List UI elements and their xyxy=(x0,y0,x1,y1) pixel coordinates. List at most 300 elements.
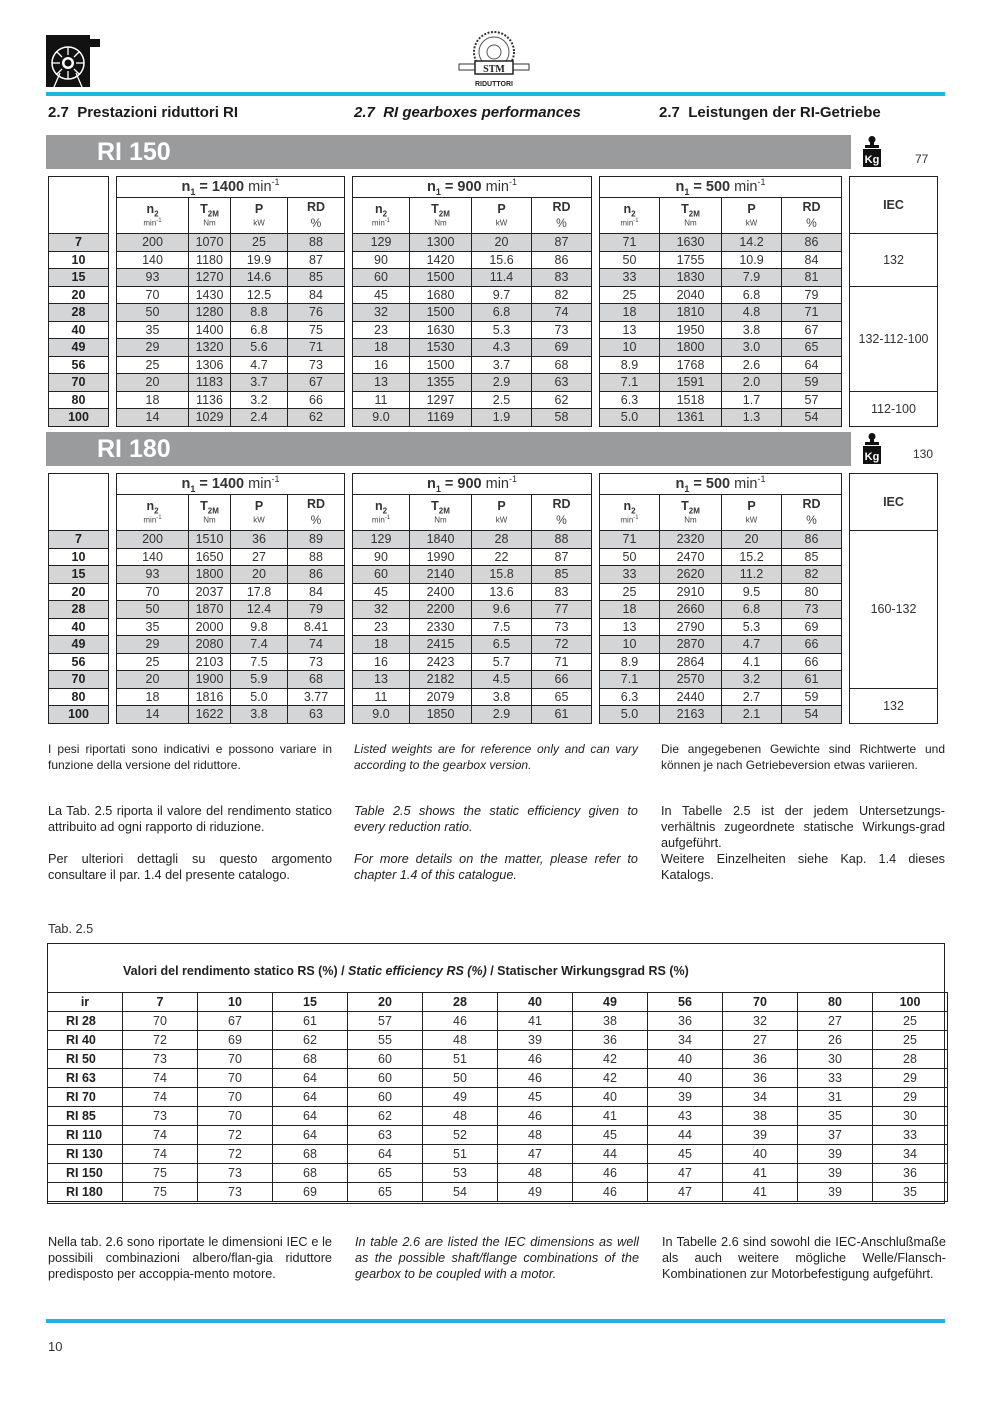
iec-cell: 160-132 xyxy=(850,531,938,689)
column-gap xyxy=(592,339,600,357)
value-cell: 9.5 xyxy=(722,583,782,601)
column-gap xyxy=(592,566,600,584)
model-name-cell: RI 85 xyxy=(48,1107,123,1126)
column-header: P kW xyxy=(722,495,782,531)
column-gap xyxy=(842,688,850,706)
column-gap xyxy=(109,321,117,339)
column-gap xyxy=(109,653,117,671)
value-cell: 80 xyxy=(782,583,842,601)
table-row xyxy=(49,304,938,322)
value-cell: 3.77 xyxy=(288,688,345,706)
column-gap xyxy=(345,304,353,322)
value-cell: 2320 xyxy=(660,531,722,549)
ratio-header: 7 xyxy=(123,993,198,1012)
value-cell: 62 xyxy=(288,409,345,427)
value-cell: 1990 xyxy=(410,548,472,566)
value-cell: 12.5 xyxy=(231,286,288,304)
column-gap xyxy=(345,601,353,619)
value-cell: 5.0 xyxy=(600,706,660,724)
input-speed-header: $n_1 = 900$ $\min^{-1}$ xyxy=(353,177,592,198)
ratio-header: 40 xyxy=(498,993,573,1012)
table-row xyxy=(48,1069,948,1088)
logo-stm-text: STM xyxy=(483,64,505,75)
column-gap xyxy=(842,566,850,584)
value-cell: 7.5 xyxy=(231,653,288,671)
value-cell: 1306 xyxy=(189,356,231,374)
efficiency-cell: 39 xyxy=(498,1031,573,1050)
efficiency-cell: 39 xyxy=(723,1126,798,1145)
value-cell: 1850 xyxy=(410,706,472,724)
column-gap xyxy=(109,234,117,252)
value-cell: 5.0 xyxy=(600,409,660,427)
value-cell: 73 xyxy=(532,618,592,636)
table-row xyxy=(48,1012,948,1031)
note-weights-en: Listed weights are for reference only and can vary according to the gearbox version. xyxy=(354,742,638,772)
efficiency-cell: 55 xyxy=(348,1031,423,1050)
efficiency-cell: 47 xyxy=(498,1145,573,1164)
table-row xyxy=(49,601,938,619)
value-cell: 3.7 xyxy=(231,374,288,392)
value-cell: 5.3 xyxy=(472,321,532,339)
ratio-cell: 10 xyxy=(49,251,109,269)
value-cell: 66 xyxy=(782,636,842,654)
value-cell: 83 xyxy=(532,269,592,287)
efficiency-cell: 64 xyxy=(273,1126,348,1145)
efficiency-cell: 42 xyxy=(573,1069,648,1088)
value-cell: 5.3 xyxy=(722,618,782,636)
table-row xyxy=(49,531,938,549)
value-cell: 2870 xyxy=(660,636,722,654)
value-cell: 1355 xyxy=(410,374,472,392)
column-header: $T_{2M}$ Nm xyxy=(189,198,231,234)
value-cell: 45 xyxy=(353,583,410,601)
iec-header: IEC xyxy=(850,177,938,234)
column-gap xyxy=(592,304,600,322)
value-cell: 18 xyxy=(117,688,189,706)
value-cell: 1136 xyxy=(189,391,231,409)
value-cell: 6.8 xyxy=(722,601,782,619)
value-cell: 20 xyxy=(117,374,189,392)
value-cell: 64 xyxy=(782,356,842,374)
efficiency-table-title: Valori del rendimento statico RS (%) / Static efficiency RS (%) / Statischer Wirkungsgrad RS (%) xyxy=(123,964,689,978)
value-cell: 66 xyxy=(288,391,345,409)
note-details-de: Weitere Einzelheiten siehe Kap. 1.4 dieses Katalogs. xyxy=(661,852,945,882)
value-cell: 20 xyxy=(117,671,189,689)
column-gap xyxy=(592,601,600,619)
value-cell: 6.8 xyxy=(472,304,532,322)
value-cell: 13.6 xyxy=(472,583,532,601)
value-cell: 1830 xyxy=(660,269,722,287)
column-header: P kW xyxy=(472,198,532,234)
section-title-en: 2.7 RI gearboxes performances xyxy=(354,104,581,121)
value-cell: 1400 xyxy=(189,321,231,339)
column-header: $T_{2M}$ Nm xyxy=(410,198,472,234)
model-name-cell: RI 50 xyxy=(48,1050,123,1069)
value-cell: 18 xyxy=(117,391,189,409)
value-cell: 5.7 xyxy=(472,653,532,671)
value-cell: 32 xyxy=(353,304,410,322)
efficiency-cell: 57 xyxy=(348,1012,423,1031)
note-details-en: For more details on the matter, please refer to chapter 1.4 of this catalogue. xyxy=(354,852,638,882)
value-cell: 15.6 xyxy=(472,251,532,269)
value-cell: 1768 xyxy=(660,356,722,374)
value-cell: 2415 xyxy=(410,636,472,654)
efficiency-cell: 61 xyxy=(273,1012,348,1031)
efficiency-cell: 29 xyxy=(873,1069,948,1088)
efficiency-cell: 27 xyxy=(798,1012,873,1031)
efficiency-cell: 41 xyxy=(498,1012,573,1031)
value-cell: 7.9 xyxy=(722,269,782,287)
table-row xyxy=(49,269,938,287)
efficiency-cell: 40 xyxy=(648,1050,723,1069)
value-cell: 82 xyxy=(782,566,842,584)
efficiency-cell: 46 xyxy=(423,1012,498,1031)
value-cell: 73 xyxy=(782,601,842,619)
column-gap xyxy=(345,177,353,234)
value-cell: 3.7 xyxy=(472,356,532,374)
value-cell: 73 xyxy=(288,653,345,671)
value-cell: 70 xyxy=(117,583,189,601)
value-cell: 3.0 xyxy=(722,339,782,357)
value-cell: 9.0 xyxy=(353,706,410,724)
weight-value: 77 xyxy=(915,152,929,166)
efficiency-cell: 38 xyxy=(723,1107,798,1126)
table-row xyxy=(48,1145,948,1164)
table-row xyxy=(49,671,938,689)
table-row xyxy=(48,1183,948,1202)
column-header-row xyxy=(49,198,938,234)
value-cell: 1270 xyxy=(189,269,231,287)
value-cell: 2079 xyxy=(410,688,472,706)
value-cell: 76 xyxy=(288,304,345,322)
value-cell: 87 xyxy=(288,251,345,269)
value-cell: 66 xyxy=(782,653,842,671)
efficiency-cell: 36 xyxy=(648,1012,723,1031)
column-header: RD % xyxy=(288,495,345,531)
column-header: $T_{2M}$ Nm xyxy=(410,495,472,531)
column-gap xyxy=(109,409,117,427)
column-gap xyxy=(592,251,600,269)
table-row xyxy=(49,391,938,409)
note-details-it: Per ulteriori dettagli su questo argomento consultare il par. 1.4 del presente catalogo. xyxy=(48,852,332,882)
value-cell: 1070 xyxy=(189,234,231,252)
column-gap xyxy=(109,339,117,357)
column-gap xyxy=(592,671,600,689)
value-cell: 2040 xyxy=(660,286,722,304)
value-cell: 23 xyxy=(353,321,410,339)
value-cell: 15.2 xyxy=(722,548,782,566)
column-gap xyxy=(109,583,117,601)
value-cell: 84 xyxy=(782,251,842,269)
efficiency-cell: 41 xyxy=(573,1107,648,1126)
value-cell: 50 xyxy=(600,548,660,566)
value-cell: 200 xyxy=(117,531,189,549)
value-cell: 7.1 xyxy=(600,671,660,689)
value-cell: 6.8 xyxy=(231,321,288,339)
efficiency-cell: 40 xyxy=(573,1088,648,1107)
value-cell: 1630 xyxy=(660,234,722,252)
ratio-cell: 15 xyxy=(49,566,109,584)
column-gap xyxy=(109,688,117,706)
value-cell: 1500 xyxy=(410,356,472,374)
column-header-row xyxy=(49,495,938,531)
iec-cell: 132 xyxy=(850,234,938,287)
ratio-header: 80 xyxy=(798,993,873,1012)
efficiency-header-row xyxy=(48,993,948,1012)
efficiency-cell: 42 xyxy=(573,1050,648,1069)
efficiency-cell: 34 xyxy=(648,1031,723,1050)
efficiency-cell: 44 xyxy=(573,1145,648,1164)
value-cell: 2.1 xyxy=(722,706,782,724)
efficiency-cell: 73 xyxy=(198,1183,273,1202)
column-gap xyxy=(109,601,117,619)
value-cell: 25 xyxy=(600,583,660,601)
value-cell: 87 xyxy=(532,548,592,566)
table-row xyxy=(48,1164,948,1183)
value-cell: 13 xyxy=(353,374,410,392)
value-cell: 93 xyxy=(117,269,189,287)
efficiency-cell: 33 xyxy=(873,1126,948,1145)
efficiency-cell: 72 xyxy=(123,1031,198,1050)
ratio-header: 70 xyxy=(723,993,798,1012)
value-cell: 2.7 xyxy=(722,688,782,706)
column-header: $T_{2M}$ Nm xyxy=(660,495,722,531)
efficiency-cell: 74 xyxy=(123,1088,198,1107)
value-cell: 71 xyxy=(288,339,345,357)
efficiency-cell: 70 xyxy=(198,1107,273,1126)
value-cell: 1630 xyxy=(410,321,472,339)
value-cell: 3.8 xyxy=(722,321,782,339)
column-gap xyxy=(345,391,353,409)
table-row xyxy=(49,251,938,269)
column-gap xyxy=(592,321,600,339)
column-gap xyxy=(345,706,353,724)
efficiency-cell: 64 xyxy=(273,1088,348,1107)
column-gap xyxy=(345,269,353,287)
model-banner-ri150: RI 150 xyxy=(46,135,851,169)
ratio-cell: 56 xyxy=(49,356,109,374)
value-cell: 2140 xyxy=(410,566,472,584)
efficiency-cell: 25 xyxy=(873,1012,948,1031)
value-cell: 89 xyxy=(288,531,345,549)
iec-cell: 112-100 xyxy=(850,391,938,426)
value-cell: 4.8 xyxy=(722,304,782,322)
ratio-cell: 28 xyxy=(49,601,109,619)
column-header: P kW xyxy=(722,198,782,234)
efficiency-cell: 69 xyxy=(198,1031,273,1050)
efficiency-cell: 70 xyxy=(123,1012,198,1031)
value-cell: 22 xyxy=(472,548,532,566)
value-cell: 88 xyxy=(288,234,345,252)
table-row xyxy=(49,653,938,671)
column-gap xyxy=(345,653,353,671)
column-gap xyxy=(842,286,850,304)
column-gap xyxy=(842,356,850,374)
table-row xyxy=(49,286,938,304)
column-gap xyxy=(842,671,850,689)
column-gap xyxy=(842,339,850,357)
value-cell: 66 xyxy=(532,671,592,689)
efficiency-cell: 73 xyxy=(123,1050,198,1069)
value-cell: 1430 xyxy=(189,286,231,304)
efficiency-cell: 26 xyxy=(798,1031,873,1050)
value-cell: 6.3 xyxy=(600,688,660,706)
value-cell: 11.4 xyxy=(472,269,532,287)
value-cell: 1029 xyxy=(189,409,231,427)
efficiency-cell: 68 xyxy=(273,1050,348,1069)
value-cell: 3.2 xyxy=(722,671,782,689)
ratio-header: 100 xyxy=(873,993,948,1012)
efficiency-cell: 64 xyxy=(273,1107,348,1126)
value-cell: 1591 xyxy=(660,374,722,392)
value-cell: 25 xyxy=(600,286,660,304)
efficiency-cell: 49 xyxy=(498,1183,573,1202)
section-title-it: 2.7 Prestazioni riduttori RI xyxy=(48,104,239,121)
efficiency-cell: 46 xyxy=(498,1107,573,1126)
efficiency-cell: 51 xyxy=(423,1145,498,1164)
value-cell: 84 xyxy=(288,286,345,304)
value-cell: 20 xyxy=(231,566,288,584)
value-cell: 2330 xyxy=(410,618,472,636)
note-iec-en: In table 2.6 are listed the IEC dimensions as well as the possible shaft/flange combinations of the gearbox to be coupled with a motor. xyxy=(355,1235,639,1281)
column-gap xyxy=(842,653,850,671)
column-gap xyxy=(345,531,353,549)
efficiency-cell: 65 xyxy=(348,1183,423,1202)
model-name-cell: RI 63 xyxy=(48,1069,123,1088)
value-cell: 14 xyxy=(117,706,189,724)
corner-header: ir xyxy=(48,993,123,1012)
value-cell: 86 xyxy=(532,251,592,269)
model-name-cell: RI 130 xyxy=(48,1145,123,1164)
column-gap xyxy=(345,339,353,357)
efficiency-cell: 46 xyxy=(573,1164,648,1183)
column-header: $n_2$ $\min^{-1}$ xyxy=(117,198,189,234)
value-cell: 14 xyxy=(117,409,189,427)
value-cell: 3.8 xyxy=(231,706,288,724)
value-cell: 65 xyxy=(532,688,592,706)
value-cell: 1297 xyxy=(410,391,472,409)
column-gap xyxy=(592,286,600,304)
efficiency-cell: 41 xyxy=(723,1164,798,1183)
efficiency-cell: 64 xyxy=(348,1145,423,1164)
value-cell: 4.7 xyxy=(722,636,782,654)
efficiency-cell: 74 xyxy=(123,1069,198,1088)
value-cell: 12.4 xyxy=(231,601,288,619)
value-cell: 63 xyxy=(532,374,592,392)
column-gap xyxy=(345,474,353,531)
column-gap xyxy=(592,409,600,427)
efficiency-cell: 72 xyxy=(198,1126,273,1145)
value-cell: 68 xyxy=(532,356,592,374)
value-cell: 8.8 xyxy=(231,304,288,322)
efficiency-cell: 39 xyxy=(798,1183,873,1202)
efficiency-table-box xyxy=(47,943,945,1204)
speed-header-row xyxy=(49,177,938,198)
ratio-header: 49 xyxy=(573,993,648,1012)
value-cell: 69 xyxy=(782,618,842,636)
efficiency-cell: 39 xyxy=(798,1145,873,1164)
ratio-cell: 70 xyxy=(49,671,109,689)
efficiency-cell: 52 xyxy=(423,1126,498,1145)
efficiency-cell: 43 xyxy=(648,1107,723,1126)
column-gap xyxy=(109,548,117,566)
value-cell: 57 xyxy=(782,391,842,409)
table-row xyxy=(49,706,938,724)
column-header: $n_2$ $\min^{-1}$ xyxy=(600,495,660,531)
value-cell: 74 xyxy=(288,636,345,654)
efficiency-cell: 69 xyxy=(273,1183,348,1202)
value-cell: 86 xyxy=(782,234,842,252)
gearbox-logo-icon xyxy=(46,33,104,88)
value-cell: 59 xyxy=(782,374,842,392)
value-cell: 16 xyxy=(353,356,410,374)
value-cell: 61 xyxy=(782,671,842,689)
value-cell: 1870 xyxy=(189,601,231,619)
value-cell: 25 xyxy=(117,356,189,374)
value-cell: 1950 xyxy=(660,321,722,339)
column-gap xyxy=(842,636,850,654)
value-cell: 18 xyxy=(353,636,410,654)
value-cell: 7.5 xyxy=(472,618,532,636)
efficiency-cell: 45 xyxy=(498,1088,573,1107)
ratio-cell: 70 xyxy=(49,374,109,392)
value-cell: 14.6 xyxy=(231,269,288,287)
column-header: RD % xyxy=(782,198,842,234)
efficiency-cell: 75 xyxy=(123,1183,198,1202)
ratio-cell: 49 xyxy=(49,636,109,654)
value-cell: 20 xyxy=(722,531,782,549)
value-cell: 93 xyxy=(117,566,189,584)
value-cell: 2790 xyxy=(660,618,722,636)
ratio-header: 10 xyxy=(198,993,273,1012)
value-cell: 1420 xyxy=(410,251,472,269)
efficiency-cell: 36 xyxy=(873,1164,948,1183)
model-name-cell: RI 28 xyxy=(48,1012,123,1031)
note-iec-de: In Tabelle 2.6 sind sowohl die IEC-Anschlußmaße als auch weitere mögliche Welle/Flansch-Kombinationen zur Motorbefestigung aufgeführt. xyxy=(662,1235,946,1281)
efficiency-cell: 36 xyxy=(723,1050,798,1069)
note-iec-it: Nella tab. 2.6 sono riportate le dimensioni IEC e le possibili combinazioni albero/flan-gia riduttore predisposto per accoppia-mento motore. xyxy=(48,1235,332,1281)
column-gap xyxy=(345,688,353,706)
iec-cell: 132 xyxy=(850,688,938,723)
efficiency-cell: 68 xyxy=(273,1164,348,1183)
value-cell: 1530 xyxy=(410,339,472,357)
efficiency-cell: 65 xyxy=(348,1164,423,1183)
value-cell: 1755 xyxy=(660,251,722,269)
value-cell: 2080 xyxy=(189,636,231,654)
table-row xyxy=(49,409,938,427)
ratio-cell: 40 xyxy=(49,618,109,636)
value-cell: 85 xyxy=(288,269,345,287)
model-banner-ri180: RI 180 xyxy=(46,432,851,466)
value-cell: 2910 xyxy=(660,583,722,601)
efficiency-cell: 36 xyxy=(723,1069,798,1088)
value-cell: 13 xyxy=(353,671,410,689)
efficiency-cell: 70 xyxy=(198,1088,273,1107)
value-cell: 62 xyxy=(532,391,592,409)
column-gap xyxy=(109,706,117,724)
ratio-cell: 20 xyxy=(49,583,109,601)
efficiency-cell: 45 xyxy=(573,1126,648,1145)
table-row xyxy=(49,234,938,252)
column-gap xyxy=(345,671,353,689)
efficiency-cell: 47 xyxy=(648,1164,723,1183)
column-gap xyxy=(109,391,117,409)
efficiency-cell: 74 xyxy=(123,1145,198,1164)
value-cell: 50 xyxy=(117,601,189,619)
efficiency-cell: 40 xyxy=(723,1145,798,1164)
table-row xyxy=(49,548,938,566)
value-cell: 1810 xyxy=(660,304,722,322)
